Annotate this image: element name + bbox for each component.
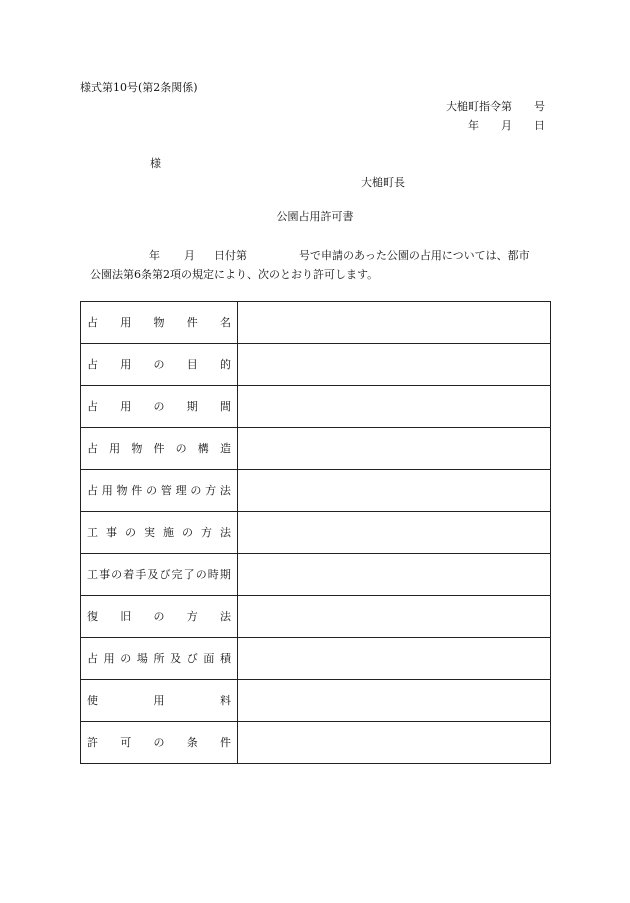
row-label-text (87, 653, 231, 664)
label-char: 件 (186, 316, 198, 329)
row-label (81, 638, 238, 680)
label-char: 時 (207, 568, 219, 581)
label-char: 理 (175, 484, 187, 497)
label-char: 積 (220, 652, 231, 665)
row-value-field[interactable] (238, 470, 551, 512)
row-value-field[interactable] (238, 428, 551, 470)
label-char: 構 (197, 442, 209, 455)
row-label-text (87, 485, 231, 496)
label-char: 用 (120, 358, 132, 371)
row-label (81, 428, 238, 470)
label-char: 可 (120, 736, 132, 749)
label-char: の (175, 442, 187, 455)
row-label (81, 722, 238, 764)
label-char: 期 (186, 400, 198, 413)
label-char: 件 (153, 442, 165, 455)
label-char: 占 (87, 316, 98, 329)
row-value-field[interactable] (238, 638, 551, 680)
label-char: 及 (147, 568, 159, 581)
permit-details-table (80, 301, 551, 764)
label-char: び (159, 568, 171, 581)
label-char: 手 (135, 568, 147, 581)
label-char: 了 (183, 568, 195, 581)
table-row (81, 638, 551, 680)
row-label-text (87, 401, 231, 412)
label-char: 占 (87, 484, 98, 497)
table-row (81, 680, 551, 722)
label-char: 名 (220, 316, 231, 329)
label-char: 間 (220, 400, 231, 413)
issue-number: 大槌町指令第 号 (446, 100, 545, 113)
label-char: 的 (220, 358, 231, 371)
row-label-text (87, 359, 231, 370)
label-char: 占 (87, 652, 98, 665)
label-char: 料 (220, 694, 231, 707)
table-row (81, 344, 551, 386)
label-char: 及 (170, 652, 182, 665)
body-month: 月 (184, 249, 195, 262)
label-char: 方 (205, 484, 217, 497)
label-char: 旧 (120, 610, 132, 623)
row-value-field[interactable] (238, 302, 551, 344)
label-char: 用 (101, 484, 113, 497)
label-char: 実 (144, 526, 155, 539)
label-char: 事 (106, 526, 117, 539)
label-char: の (120, 652, 132, 665)
label-char: 面 (203, 652, 215, 665)
body-year: 年 (149, 249, 160, 262)
body-text-line-2: 公園法第6条第2項の規定により、次のとおり許可します。 (90, 268, 379, 281)
row-value-field[interactable] (238, 344, 551, 386)
label-char: 造 (219, 442, 231, 455)
label-char: 件 (131, 484, 143, 497)
label-char: 法 (220, 610, 231, 623)
label-char: 物 (116, 484, 128, 497)
row-label (81, 596, 238, 638)
label-char: 法 (220, 526, 231, 539)
table-row (81, 386, 551, 428)
label-char: の (153, 358, 165, 371)
table-row (81, 554, 551, 596)
label-char: の (195, 568, 207, 581)
table-row (81, 596, 551, 638)
label-char: 方 (186, 610, 198, 623)
label-char: 用 (120, 400, 132, 413)
label-char: 復 (87, 610, 98, 623)
label-char: 施 (163, 526, 174, 539)
label-char: 所 (153, 652, 165, 665)
label-char: 用 (120, 316, 132, 329)
recipient-name: 様 (150, 157, 161, 170)
row-value-field[interactable] (238, 596, 551, 638)
label-char: 用 (109, 442, 121, 455)
issuer-name: 大槌町長 (361, 176, 405, 189)
row-label-text (87, 695, 231, 706)
row-label-text (87, 737, 231, 748)
label-char: 工 (87, 568, 98, 581)
row-label-text (87, 443, 231, 454)
page-title: 公園占用許可書 (276, 210, 354, 223)
label-char: の (190, 484, 202, 497)
label-char: 件 (220, 736, 231, 749)
label-char: の (153, 610, 165, 623)
label-char: 占 (87, 358, 98, 371)
row-label-text (87, 317, 231, 328)
label-char: 法 (219, 484, 231, 497)
row-label (81, 512, 238, 554)
row-label (81, 680, 238, 722)
label-char: 用 (153, 694, 165, 707)
label-char: の (153, 400, 165, 413)
label-char: 占 (87, 400, 98, 413)
table-row (81, 302, 551, 344)
label-char: 工 (87, 526, 98, 539)
label-char: 方 (201, 526, 212, 539)
row-label (81, 386, 238, 428)
table-row (81, 470, 551, 512)
body-number-tail: 号で申請のあった公園の占用については、都市 (299, 249, 530, 262)
issue-date: 年 月 日 (468, 119, 545, 132)
row-label-text (87, 611, 231, 622)
row-label (81, 554, 238, 596)
row-value-field[interactable] (238, 680, 551, 722)
label-char: の (153, 736, 165, 749)
label-char: の (125, 526, 136, 539)
row-label-text (87, 569, 231, 580)
label-char: 条 (186, 736, 198, 749)
row-value-field[interactable] (238, 512, 551, 554)
label-char: 許 (87, 736, 98, 749)
label-char: 事 (99, 568, 111, 581)
label-char: 期 (219, 568, 231, 581)
label-char: の (146, 484, 158, 497)
form-number-label: 様式第10号(第2条関係) (80, 81, 198, 94)
label-char: 物 (153, 316, 165, 329)
label-char: び (186, 652, 198, 665)
label-char: 占 (87, 442, 98, 455)
row-value-field[interactable] (238, 554, 551, 596)
row-label (81, 302, 238, 344)
table-row (81, 722, 551, 764)
label-char: 用 (103, 652, 115, 665)
label-char: 着 (123, 568, 135, 581)
label-char: 場 (136, 652, 148, 665)
body-day-ref: 日付第 (214, 249, 247, 262)
label-char: の (182, 526, 193, 539)
row-label-text (87, 527, 231, 538)
label-char: 目 (186, 358, 198, 371)
row-value-field[interactable] (238, 722, 551, 764)
label-char: 物 (131, 442, 143, 455)
row-label (81, 344, 238, 386)
table-row (81, 428, 551, 470)
label-char: の (111, 568, 123, 581)
label-char: 使 (87, 694, 98, 707)
label-char: 管 (160, 484, 172, 497)
row-label (81, 470, 238, 512)
row-value-field[interactable] (238, 386, 551, 428)
label-char: 完 (171, 568, 183, 581)
table-row (81, 512, 551, 554)
